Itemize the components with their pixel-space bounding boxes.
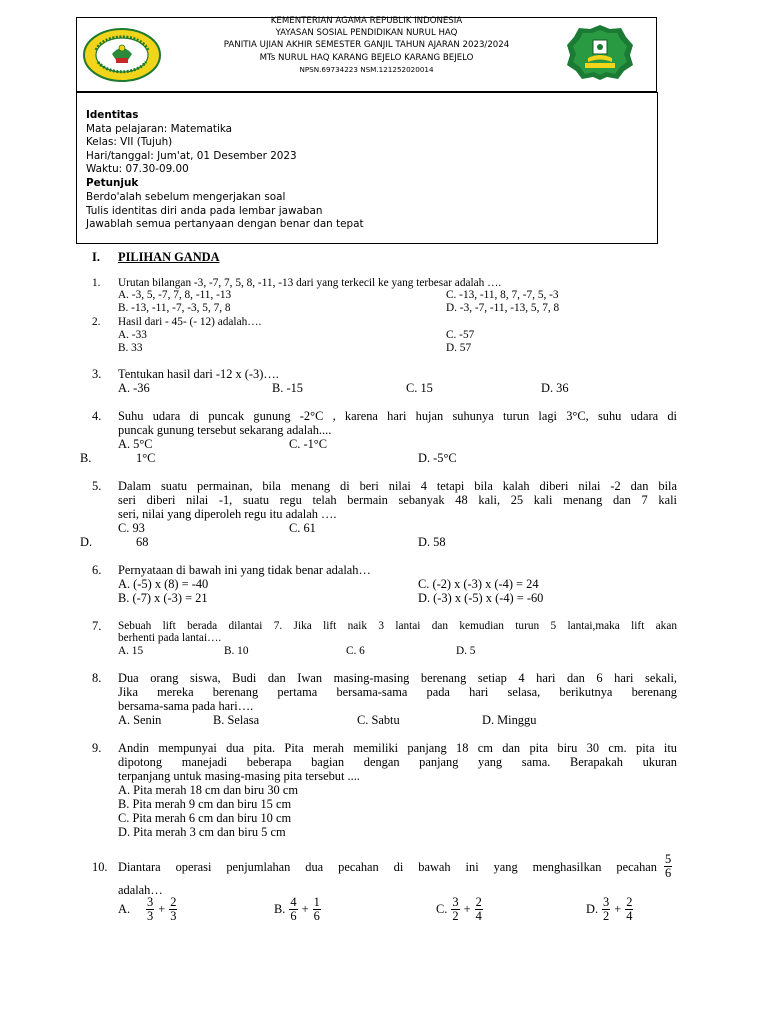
target-fraction: $\frac{5}{6}$ (665, 852, 672, 880)
question-number: 4. (92, 409, 102, 423)
option-d: D. (-3) x (-5) x (-4) = -60 (418, 591, 544, 605)
committee-line: PANITIA UJIAN AKHIR SEMESTER GANJIL TAHUN AJARAN 2023/2024 (223, 40, 510, 50)
kemenag-emblem-logo (566, 24, 634, 80)
question-text: Jika mereka berenang pertama bersama-sama pada hari selasa, berikutnya berenang (118, 685, 677, 699)
option-a: A. 5°C (118, 437, 153, 451)
date-line: Hari/tanggal: Jum'at, 01 Desember 2023 (86, 150, 297, 162)
question-number: 1. (92, 277, 101, 289)
option-c: C. Pita merah 6 cm dan biru 10 cm (118, 811, 292, 825)
option-a: A. 15 (118, 645, 144, 657)
option-b: B. -15 (272, 381, 303, 395)
question-text: Sebuah lift berada dilantai 7. Jika lift naik 3 lantai dan kemudian turun 5 lantai,maka lift akan (118, 620, 677, 632)
option-c: C. 15 (406, 381, 433, 395)
option-a: A. $\frac{3}{3}$ + $\frac{2}{3}$ (118, 895, 177, 923)
option-c: C. 6 (346, 645, 365, 657)
option-d: D. 36 (541, 381, 569, 395)
option-b: 1°C (136, 451, 156, 465)
option-b: B. (-7) x (-3) = 21 (118, 591, 208, 605)
question-text: terpanjang untuk masing-masing pita tersebut .... (118, 769, 360, 783)
school-name-line: MTs NURUL HAQ KARANG BEJELO KARANG BEJELO (259, 53, 474, 63)
option-d: D. Minggu (482, 713, 537, 727)
identity-box (76, 92, 658, 244)
option-d: D. -5°C (418, 451, 457, 465)
foundation-line: YAYASAN SOSIAL PENDIDIKAN NURUL HAQ (275, 28, 458, 38)
npsn-line: NPSN.69734223 NSM.121252020014 (299, 65, 434, 74)
question-text: puncak gunung tersebut sekarang adalah.... (118, 423, 332, 437)
question-number: 5. (92, 479, 102, 493)
question-text: Dua orang siswa, Budi dan Iwan masing-masing berenang setiap 4 hari dan 6 hari sekali, (118, 671, 677, 685)
question-text: Urutan bilangan -3, -7, 7, 5, 8, -11, -13 dari yang terkecil ke yang terbesar adalah …. (118, 277, 502, 289)
question-text: Andin mempunyai dua pita. Pita merah memiliki panjang 18 cm dan pita biru 30 cm. pita itu (118, 741, 677, 755)
option-c: C. (-2) x (-3) x (-4) = 24 (418, 577, 539, 591)
instruction-item: Tulis identitas diri anda pada lembar jawaban (86, 205, 323, 217)
question-text: seri diberi nilai -1, suatu regu telah bermain sebanyak 48 kali, 25 kali menang dan 7 kali (118, 493, 677, 507)
option-d: D. 58 (418, 535, 446, 549)
question-text: bersama-sama pada hari…. (118, 699, 254, 713)
question-text: Tentukan hasil dari -12 x (-3)…. (118, 367, 279, 381)
option-c: C. 93 (118, 521, 145, 535)
question-number: 2. (92, 316, 101, 328)
option-b: B. 10 (224, 645, 249, 657)
question-number: 6. (92, 563, 102, 577)
option-b: B. 33 (118, 342, 143, 354)
section-title: PILIHAN GANDA (118, 250, 220, 264)
option-a: A. (-5) x (8) = -40 (118, 577, 209, 591)
option-c: C. -13, -11, 8, 7, -7, 5, -3 (446, 289, 559, 301)
option-b: B. -13, -11, -7, -3, 5, 7, 8 (118, 302, 231, 314)
question-text: seri, nilai yang diperoleh regu itu adalah …. (118, 507, 337, 521)
question-text: Pernyataan di bawah ini yang tidak benar adalah… (118, 563, 371, 577)
option-a: A. Senin (118, 713, 162, 727)
time-line: Waktu: 07.30-09.00 (86, 163, 189, 175)
option-b: B. Selasa (213, 713, 260, 727)
subject-line: Mata pelajaran: Matematika (86, 123, 233, 135)
option-d: D. -3, -7, -11, -13, 5, 7, 8 (446, 302, 560, 314)
option-b: B. $\frac{4}{6}$ + $\frac{1}{6}$ (274, 895, 320, 923)
option-a: A. -36 (118, 381, 150, 395)
school-seal-logo (82, 28, 162, 82)
option-c: C. $\frac{3}{2}$ + $\frac{2}{4}$ (436, 895, 482, 923)
question-text: dipotong manejadi beberapa bagian dengan panjang yang sama. Berapakah ukuran (118, 755, 677, 769)
option-d: D. 57 (446, 342, 472, 354)
option-c: C. -1°C (289, 437, 328, 451)
instruction-item: Berdo'alah sebelum mengerjakan soal (86, 191, 286, 203)
ministry-line: KEMENTERIAN AGAMA REPUBLIK INDONESIA (270, 16, 463, 26)
option-d-label: D. (80, 535, 93, 549)
option-a: A. Pita merah 18 cm dan biru 30 cm (118, 783, 298, 797)
question-number: 9. (92, 741, 102, 755)
option-d: 68 (136, 535, 149, 549)
option-d: D. $\frac{3}{2}$ + $\frac{2}{4}$ (586, 895, 633, 923)
question-text: adalah… (118, 883, 163, 897)
identity-heading: Identitas (86, 109, 139, 121)
option-c: C. Sabtu (357, 713, 400, 727)
question-text: Diantara operasi penjumlahan dua pecahan di bawah ini yang menghasilkan pecahan (118, 860, 657, 874)
question-number: 3. (92, 367, 102, 381)
question-number: 7. (92, 619, 102, 633)
question-number: 8. (92, 671, 102, 685)
question-text: berhenti pada lantai…. (118, 632, 222, 644)
class-line: Kelas: VII (Tujuh) (86, 136, 173, 148)
question-text: Hasil dari - 45- (- 12) adalah…. (118, 316, 262, 328)
option-b: B. Pita merah 9 cm dan biru 15 cm (118, 797, 292, 811)
option-c: C. -57 (446, 329, 475, 341)
option-a: A. -3, 5, -7, 7, 8, -11, -13 (118, 289, 232, 301)
instruction-item: Jawablah semua pertanyaan dengan benar dan tepat (86, 218, 364, 230)
option-d: D. Pita merah 3 cm dan biru 5 cm (118, 825, 286, 839)
question-text: Dalam suatu permainan, bila menang di beri nilai 4 tetapi bila kalah diberi nilai -2 dan bila (118, 479, 677, 493)
instructions-heading: Petunjuk (86, 177, 139, 189)
question-text: Suhu udara di puncak gunung -2°C , karena hari hujan suhunya turun lagi 3°C, suhu udara di (118, 409, 677, 423)
option-c: C. 61 (289, 521, 316, 535)
option-b-label: B. (80, 451, 92, 465)
option-d: D. 5 (456, 645, 476, 657)
section-number: I. (92, 250, 100, 264)
question-number: 10. (92, 860, 108, 874)
option-a: A. -33 (118, 329, 147, 341)
